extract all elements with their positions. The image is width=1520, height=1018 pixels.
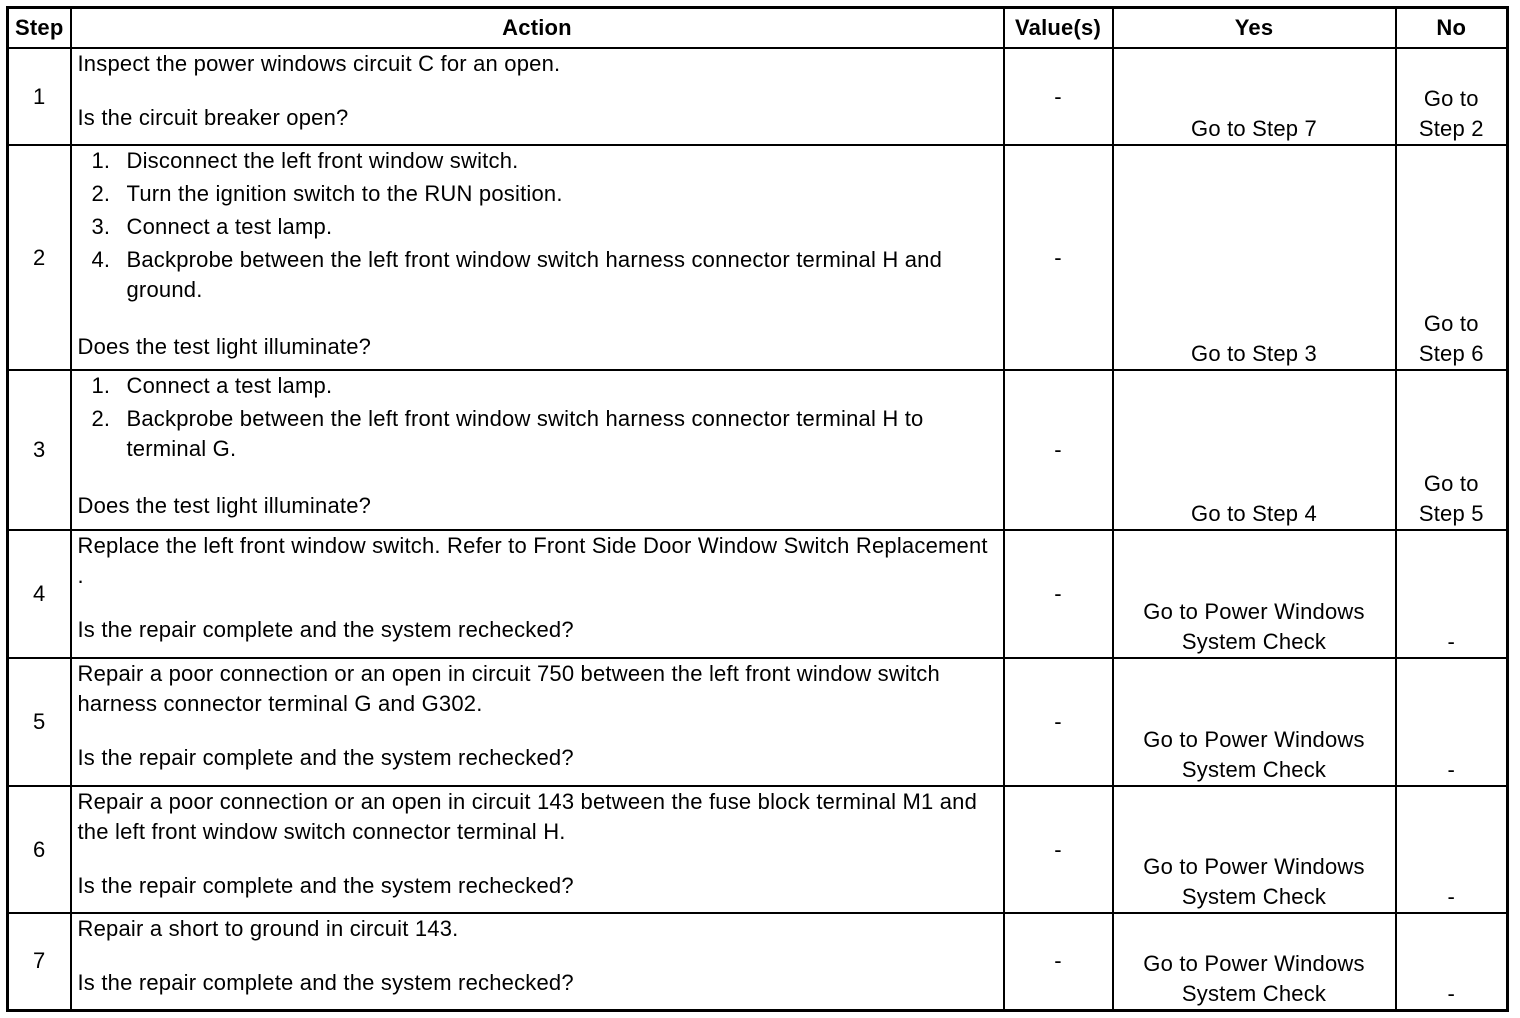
yes-cell: Go to Step 3	[1113, 145, 1396, 370]
no-cell: -	[1396, 786, 1508, 913]
header-row	[8, 8, 1508, 49]
no-text-line1: Go to	[1423, 86, 1479, 111]
step-number: 7	[8, 913, 71, 1010]
substep-item: 2. Turn the ignition switch to the RUN position.	[91, 181, 563, 206]
table-row	[8, 658, 1508, 786]
substep-item: 1. Connect a test lamp.	[91, 373, 333, 398]
header-no: No	[1396, 8, 1508, 49]
yes-text-line2: System Check	[1181, 629, 1327, 654]
no-cell: -	[1396, 913, 1508, 1010]
table-row	[8, 370, 1508, 530]
yes-cell: Go to Step 7	[1113, 48, 1396, 145]
yes-text-line2: System Check	[1181, 980, 1327, 1006]
value-cell: -	[1004, 530, 1113, 658]
no-text-line1: Go to	[1423, 471, 1479, 496]
action-cell	[71, 48, 1004, 145]
action-cell	[71, 658, 1004, 786]
no-text-line2: Step 6	[1418, 341, 1484, 366]
no-text-line2: Step 5	[1418, 501, 1484, 526]
yes-text-line1: Go to Power Windows	[1143, 727, 1365, 752]
table-row	[8, 913, 1508, 1010]
no-cell	[1396, 48, 1508, 145]
value-cell: -	[1004, 48, 1113, 145]
substep-item: 4. Backprobe between the left front window switch harness connector terminal H and ground.	[91, 247, 943, 302]
yes-cell	[1113, 913, 1396, 1010]
action-question: Is the repair complete and the system rechecked?	[77, 617, 574, 642]
table-row	[8, 145, 1508, 370]
value-cell: -	[1004, 913, 1113, 1010]
step-number: 2	[8, 145, 71, 370]
table-row	[8, 786, 1508, 913]
substep-list	[78, 146, 997, 305]
action-question: Does the test light illuminate?	[77, 493, 372, 518]
action-question: Is the circuit breaker open?	[77, 105, 349, 130]
yes-text-line2: System Check	[1181, 884, 1327, 909]
no-cell	[1396, 370, 1508, 530]
substep-item: 3. Connect a test lamp.	[91, 214, 333, 239]
yes-text-line2: System Check	[1181, 757, 1327, 782]
yes-cell: Go to Step 4	[1113, 370, 1396, 530]
header-action: Action	[71, 8, 1004, 49]
header-values: Value(s)	[1004, 8, 1113, 49]
yes-text-line1: Go to Power Windows	[1143, 599, 1365, 624]
step-number: 1	[8, 48, 71, 145]
table-row	[8, 48, 1508, 145]
substep-list	[78, 371, 997, 464]
value-cell: -	[1004, 370, 1113, 530]
diagnostic-table	[6, 6, 1509, 1012]
action-cell	[71, 530, 1004, 658]
action-text: Repair a poor connection or an open in circuit 143 between the fuse block terminal M1 and the left front window switch connector terminal H.	[77, 789, 978, 844]
yes-cell	[1113, 786, 1396, 913]
yes-cell	[1113, 658, 1396, 786]
action-question: Does the test light illuminate?	[77, 334, 372, 359]
yes-cell	[1113, 530, 1396, 658]
action-question: Is the repair complete and the system rechecked?	[77, 970, 574, 995]
substep-item: 2. Backprobe between the left front window switch harness connector terminal H to terminal G.	[91, 406, 924, 461]
no-cell	[1396, 145, 1508, 370]
value-cell: -	[1004, 658, 1113, 786]
value-cell: -	[1004, 786, 1113, 913]
action-text: Repair a poor connection or an open in circuit 750 between the left front window switch harness connector terminal G and G302.	[77, 661, 940, 716]
value-cell: -	[1004, 145, 1113, 370]
step-number: 5	[8, 658, 71, 786]
no-cell: -	[1396, 658, 1508, 786]
action-question: Is the repair complete and the system rechecked?	[77, 745, 574, 770]
table-row	[8, 530, 1508, 658]
yes-text-line1: Go to Power Windows	[1143, 854, 1365, 879]
action-question: Is the repair complete and the system rechecked?	[77, 873, 574, 898]
action-text: Inspect the power windows circuit C for an open.	[77, 51, 561, 76]
no-text-line2: Step 2	[1418, 116, 1484, 141]
step-number: 6	[8, 786, 71, 913]
header-yes: Yes	[1113, 8, 1396, 49]
no-text-line1: Go to	[1423, 311, 1479, 336]
action-cell	[71, 786, 1004, 913]
action-cell	[71, 913, 1004, 1010]
substep-item: 1. Disconnect the left front window switch.	[91, 148, 519, 173]
action-text: Repair a short to ground in circuit 143.	[77, 916, 459, 941]
action-cell	[71, 370, 1004, 530]
action-text: Replace the left front window switch. Refer to Front Side Door Window Switch Replacement .	[77, 533, 988, 588]
step-number: 4	[8, 530, 71, 658]
yes-text-line1: Go to Power Windows	[1143, 950, 1365, 976]
header-step: Step	[8, 8, 71, 49]
step-number: 3	[8, 370, 71, 530]
action-cell	[71, 145, 1004, 370]
no-cell: -	[1396, 530, 1508, 658]
